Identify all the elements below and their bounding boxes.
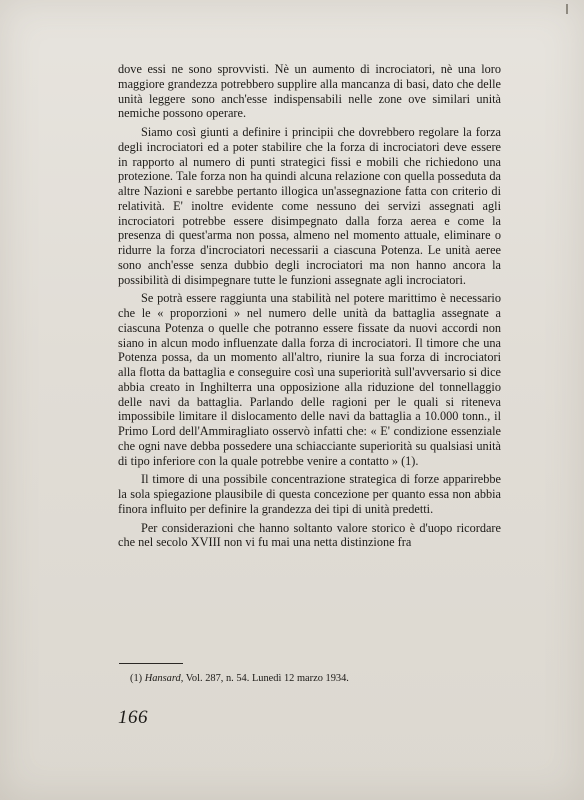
paragraph-1: dove essi ne sono sprovvisti. Nè un aumento di incrociatori, nè una loro maggiore grandezza potrebbero supplire alla mancanza di basi, dato che delle unità leggere sono anch'esse indispensabili nelle zone ove similari unità nemiche possono operare. xyxy=(118,62,501,121)
page-number: 166 xyxy=(118,707,148,728)
footnote-source: Hansard, xyxy=(144,673,184,684)
paragraph-2: Siamo così giunti a definire i principii che dovrebbero regolare la forza degli incrociatori ed a poter stabilire che la forza di incrociatori deve essere in rapporto al numero di punti strategici fissi e mobili che richiedono una protezione. Tale forza non ha quindi alcuna relazione con quella posseduta da altre Nazioni e sarebbe pertanto illogica un'assegnazione fatta con criterio di relatività. E' inoltre evidente come nessuno dei servizi assegnati agli incrociatori potrebbe essere disimpegnato dalla forza aerea e come la presenza di quest'arma non possa, almeno nel momento attuale, eliminare o ridurre la forza d'incrociatori necessarii a ciascuna Potenza. Le unità aeree sono anch'esse senza dubbio degli incrociatori ma non hanno ancora la possibilità di disimpegnare tutte le funzioni assegnate agli incrociatori. xyxy=(118,125,501,287)
footnote-marker: (1) xyxy=(130,673,143,684)
footnote-details: Vol. 287, n. 54. Lunedì 12 marzo 1934. xyxy=(185,673,349,684)
body-text xyxy=(118,62,501,550)
footnote-divider xyxy=(119,663,183,664)
paragraph-3: Se potrà essere raggiunta una stabilità nel potere marittimo è necessario che le « proporzioni » nel numero delle unità da battaglia assegnate a ciascuna Potenza o quelle che potranno essere fissate da nuovi accordi non siano in alcun modo influenzate dalla forza di incrociatori. Il timore che una Potenza possa, da un momento all'altro, riunire la sua forza di incrociatori alla flotta da battaglia e conseguire così una superiorità sull'avversario si dice abbia creato in Inghilterra una opposizione alla riduzione del tonnellaggio delle navi da battaglia. Parlando delle ragioni per le quali si riteneva impossibile limitare il dislocamento delle navi da battaglia a 10.000 tonn., il Primo Lord dell'Ammiragliato osservò infatti che: « E' condizione essenziale che ogni nave debba possedere una schiacciante superiorità su qualsiasi unità di tipo inferiore con la quale potrebbe venire a contatto » (1). xyxy=(118,291,501,468)
scan-mark xyxy=(566,4,568,14)
paragraph-5: Per considerazioni che hanno soltanto valore storico è d'uopo ricordare che nel secolo XVIII non vi fu mai una netta distinzione fra xyxy=(118,520,501,550)
paragraph-4: Il timore di una possibile concentrazione strategica di forze apparirebbe la sola spiegazione plausibile di questa concezione per quanto essa non abbia finora influito per definire la grandezza dei tipi di unità predetti. xyxy=(118,472,501,516)
footnote xyxy=(130,672,490,685)
